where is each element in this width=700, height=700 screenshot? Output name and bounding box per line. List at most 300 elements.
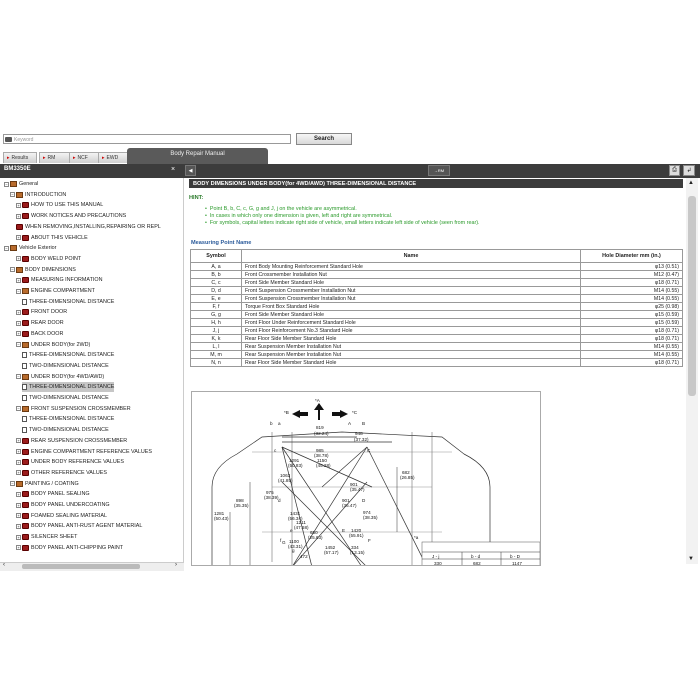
tree-scroll-thumb[interactable] <box>22 564 140 569</box>
diagram-label: E <box>342 528 346 533</box>
document-icon <box>22 363 27 369</box>
expand-toggle-icon[interactable]: − <box>5 181 8 187</box>
tree-node-label: BACK DOOR <box>31 330 64 337</box>
scroll-right-icon[interactable]: › <box>175 562 177 568</box>
book-icon <box>10 245 17 251</box>
tree-node[interactable] <box>22 297 114 307</box>
tree-node-label: FRONT DOOR <box>31 309 68 316</box>
document-icon <box>22 416 27 422</box>
diagram-table-value: 330 <box>434 561 442 566</box>
tree-node-label: THREE-DIMENSIONAL DISTANCE <box>29 384 115 391</box>
tree-node-label: THREE-DIMENSIONAL DISTANCE <box>29 352 115 359</box>
diagram-label: (38.39) <box>264 495 279 500</box>
diagram-label: 901 <box>350 482 358 487</box>
crossmembers <box>252 452 452 532</box>
table-row <box>191 327 683 335</box>
app-window <box>0 128 700 574</box>
name-cell: Front Side Member Standard Hole <box>242 311 581 319</box>
tree-node-label: UNDER BODY REFERENCE VALUES <box>31 459 124 466</box>
hint-line: • For symbols, capital letters indicate right side of vehicle, small letters indicate left side of vehicle (seen from rear). <box>205 220 480 226</box>
diameter-cell: φ18 (0.71) <box>581 279 683 287</box>
expand-toggle-icon[interactable]: + <box>17 256 20 262</box>
tree-node[interactable] <box>16 521 142 531</box>
tab-ewd[interactable] <box>98 152 128 163</box>
table-row <box>191 359 683 367</box>
symbol-cell: C, c <box>191 279 242 287</box>
scroll-down-icon[interactable]: ▼ <box>688 556 694 562</box>
hint-text: For symbols, capital letters indicate right side of vehicle, small letters indicate left side of vehicle (seen from rear). <box>209 220 480 226</box>
diagram-label: (13.15) <box>350 550 365 555</box>
table-header-row <box>191 250 683 263</box>
tree-node[interactable] <box>10 479 79 489</box>
book-icon <box>22 202 29 208</box>
tree-node[interactable] <box>16 318 64 328</box>
tree-node-label: WORK NOTICES AND PRECAUTIONS <box>31 213 127 220</box>
diagram-label: *C <box>352 410 358 415</box>
tree-node-label: INTRODUCTION <box>25 191 67 198</box>
exit-icon[interactable]: ↲ <box>683 165 695 176</box>
diagram-table-header: J - j <box>432 554 440 559</box>
tree-node[interactable] <box>16 329 63 339</box>
tree-node[interactable] <box>22 350 114 360</box>
diameter-cell: φ13 (0.51) <box>581 263 683 271</box>
name-cell: Front Floor Under Reinforcement Standard Hole <box>242 319 581 327</box>
diagram-label: F <box>368 538 371 543</box>
symbol-cell: J, j <box>191 327 242 335</box>
symbol-cell: H, h <box>191 319 242 327</box>
diagram-label: 1100 <box>289 539 299 544</box>
diagram-label: 975 <box>266 490 274 495</box>
expand-toggle-icon[interactable]: + <box>17 523 20 529</box>
tree-node[interactable] <box>16 233 88 243</box>
diameter-cell: M12 (0.47) <box>581 271 683 279</box>
table-row <box>191 351 683 359</box>
diagram-label: 1431 <box>290 511 301 516</box>
scroll-left-icon[interactable]: ‹ <box>3 562 5 568</box>
tree-node[interactable] <box>16 500 110 510</box>
measuring-point-heading: Measuring Point Name <box>191 240 252 246</box>
tree-node-label: ABOUT THIS VEHICLE <box>31 234 88 241</box>
collapse-tree-icon[interactable]: × <box>171 166 176 173</box>
tree-node[interactable] <box>16 254 81 264</box>
diagram-label: c <box>274 448 277 453</box>
toolbar <box>0 164 700 178</box>
expand-toggle-icon[interactable]: + <box>17 202 20 208</box>
symbol-cell: K, k <box>191 335 242 343</box>
tree-node-label: THREE-DIMENSIONAL DISTANCE <box>29 298 115 305</box>
tab-label: NCF <box>77 155 88 161</box>
diagram-label: (26.85) <box>400 475 415 480</box>
header-name: Name <box>242 250 581 263</box>
name-cell: Front Suspension Crossmember Installation Nut <box>242 287 581 295</box>
expand-toggle-icon[interactable]: + <box>17 534 20 540</box>
expand-toggle-icon[interactable]: + <box>17 513 20 519</box>
tree-node-label: THREE-DIMENSIONAL DISTANCE <box>29 416 115 423</box>
book-icon <box>22 288 29 294</box>
diagram-label: g <box>292 548 295 553</box>
tree-node[interactable] <box>16 532 77 542</box>
document-code: BM3350E <box>4 166 31 172</box>
document-icon <box>22 427 27 433</box>
tree-node-label: ENGINE COMPARTMENT REFERENCE VALUES <box>31 448 152 455</box>
expand-toggle-icon[interactable]: − <box>17 406 20 412</box>
print-icon[interactable]: ⎙ <box>669 165 680 176</box>
diagram-label: f <box>280 538 282 543</box>
navigation-tree <box>0 178 184 564</box>
diagram-label: D <box>362 498 366 503</box>
expand-toggle-icon[interactable]: − <box>11 481 14 487</box>
diagram-label: C <box>367 448 371 453</box>
book-icon <box>10 181 17 187</box>
book-icon <box>22 342 29 348</box>
expand-toggle-icon[interactable]: + <box>17 277 20 283</box>
expand-toggle-icon[interactable]: + <box>17 491 20 497</box>
diameter-cell: M14 (0.55) <box>581 351 683 359</box>
scroll-up-icon[interactable]: ▲ <box>688 180 694 186</box>
book-icon <box>16 192 23 198</box>
tab-arrow-icon: ▸ <box>102 155 105 161</box>
book-icon <box>16 481 23 487</box>
diagram-label: (50.83) <box>288 463 303 468</box>
tree-node[interactable] <box>16 307 67 317</box>
diameter-cell: φ18 (0.71) <box>581 359 683 367</box>
tree-node-label: FRONT SUSPENSION CROSSMEMBER <box>31 405 131 412</box>
diagram-label: (55.91) <box>349 533 364 538</box>
tab-body-repair-manual[interactable]: Body Repair Manual <box>127 148 268 164</box>
diagram-label: 472 <box>300 554 308 559</box>
diagram-label: 948 <box>355 431 363 436</box>
diameter-cell: φ25 (0.98) <box>581 303 683 311</box>
symbol-cell: M, m <box>191 351 242 359</box>
expand-toggle-icon[interactable]: + <box>17 449 20 454</box>
diagram-table-value: 1147 <box>512 561 522 566</box>
symbol-cell: L, l <box>191 343 242 351</box>
diagram-label: (43.31) <box>288 544 303 549</box>
tree-node-label: TWO-DIMENSIONAL DISTANCE <box>29 395 109 401</box>
hint-text: In cases in which only one dimension is given, left and right are symmetrical. <box>209 213 393 219</box>
tree-node-label: BODY WELD POINT <box>31 255 82 262</box>
tree-node[interactable] <box>16 489 90 499</box>
diagram-label: 334 <box>351 545 359 550</box>
goto-rm-button[interactable]: →RM <box>428 165 450 176</box>
book-icon <box>22 459 29 465</box>
name-cell: Front Floor Reinforcement No.3 Standard Hole <box>242 327 581 335</box>
diagram-table-header: b - d <box>471 554 481 559</box>
expand-toggle-icon[interactable]: + <box>17 502 20 508</box>
diagram-label: A <box>348 421 352 426</box>
diagram-label: 974 <box>363 510 371 515</box>
book-icon <box>22 470 29 476</box>
name-cell: Front Suspension Crossmember Installation Nut <box>242 295 581 303</box>
book-icon <box>16 267 23 273</box>
tree-node[interactable] <box>16 372 104 382</box>
diagram-label: (38.35) <box>363 515 378 520</box>
expand-toggle-icon[interactable]: − <box>11 267 14 273</box>
book-icon <box>22 502 29 508</box>
tree-node-label: BODY PANEL SEALING <box>31 491 90 498</box>
diagram-label: 1420 <box>351 528 362 533</box>
tree-node[interactable] <box>16 511 107 521</box>
expand-toggle-icon[interactable]: + <box>17 235 20 240</box>
table-row <box>191 263 683 271</box>
tree-node[interactable] <box>16 275 102 285</box>
tree-node-label: BODY DIMENSIONS <box>25 266 76 273</box>
book-icon <box>22 320 29 326</box>
tree-node[interactable] <box>16 211 126 221</box>
tree-node[interactable] <box>16 543 123 553</box>
diagram-label: d <box>278 498 281 503</box>
tree-node[interactable] <box>16 340 90 350</box>
name-cell: Front Crossmember Installation Nut <box>242 271 581 279</box>
diameter-cell: M14 (0.55) <box>581 343 683 351</box>
name-cell: Rear Suspension Member Installation Nut <box>242 343 581 351</box>
tree-node[interactable] <box>10 265 76 275</box>
diagram-label: 1211 <box>296 520 306 525</box>
expand-toggle-icon[interactable]: + <box>17 331 20 337</box>
table-row <box>191 279 683 287</box>
tree-node-label: SILENCER SHEET <box>31 534 78 541</box>
hint-title: HINT: <box>189 195 204 201</box>
tree-node-label: BODY PANEL ANTI-CHIPPING PAINT <box>31 544 124 551</box>
name-cell: Rear Suspension Member Installation Nut <box>242 351 581 359</box>
expand-toggle-icon[interactable]: − <box>17 288 20 294</box>
diagram-label: a <box>278 421 281 426</box>
keyword-input[interactable] <box>3 134 291 144</box>
book-icon <box>22 235 29 241</box>
tree-node[interactable] <box>16 286 95 296</box>
diameter-cell: φ18 (0.71) <box>581 327 683 335</box>
diagram-label: 682 <box>402 470 410 475</box>
diagram-label: G <box>282 540 286 545</box>
tab-label: Results <box>11 155 29 161</box>
diagram-label: 898 <box>236 498 244 503</box>
expand-toggle-icon[interactable]: − <box>17 374 20 380</box>
header-symbol: Symbol <box>191 250 242 263</box>
book-icon <box>22 513 29 519</box>
tree-node-label: ENGINE COMPARTMENT <box>31 288 95 294</box>
tab-label: RM <box>47 155 56 161</box>
diagram-label: 650 <box>310 530 318 535</box>
document-icon <box>22 384 27 390</box>
diagram-label: (37.32) <box>354 437 369 442</box>
tree-node[interactable] <box>22 393 109 403</box>
book-icon <box>22 491 29 497</box>
name-cell: Front Body Mounting Reinforcement Standard Hole <box>242 263 581 271</box>
diagram-label: 1291 <box>289 458 300 463</box>
diameter-cell: φ18 (0.71) <box>581 335 683 343</box>
expand-toggle-icon[interactable]: − <box>5 245 8 251</box>
tree-node[interactable] <box>16 468 107 478</box>
underbody-diagram <box>191 391 541 566</box>
hint-text: Point B, b, C, c, G, g and J, j on the vehicle are asymmetrical. <box>209 206 357 212</box>
table-row <box>191 303 683 311</box>
tree-node-label: REAR SUSPENSION CROSSMEMBER <box>31 437 128 444</box>
diagram-label: 985 <box>316 448 324 453</box>
diagram-table-value: 682 <box>473 561 481 566</box>
expand-toggle-icon[interactable]: + <box>17 320 20 326</box>
expand-toggle-icon[interactable]: + <box>17 438 20 444</box>
book-icon <box>22 449 29 455</box>
book-icon <box>22 256 29 262</box>
expand-toggle-icon[interactable]: − <box>11 192 14 198</box>
tree-node-label: FOAMED SEALING MATERIAL <box>31 512 107 519</box>
tree-node[interactable] <box>16 436 127 446</box>
expand-toggle-icon[interactable]: − <box>17 342 20 347</box>
expand-toggle-icon[interactable]: + <box>17 213 20 219</box>
diagram-label: (41.85) <box>278 478 293 483</box>
tree-node[interactable] <box>22 361 109 371</box>
tab-label: EWD <box>106 155 119 161</box>
name-cell: Rear Floor Side Member Standard Hole <box>242 359 581 367</box>
diagram-label: 819 <box>316 425 324 430</box>
expand-toggle-icon[interactable]: + <box>17 470 20 476</box>
book-icon <box>22 331 29 337</box>
keyword-placeholder: Keyword <box>14 136 34 143</box>
book-icon <box>22 438 29 444</box>
name-cell: Front Side Member Standard Hole <box>242 279 581 287</box>
symbol-cell: G, g <box>191 311 242 319</box>
table-row <box>191 271 683 279</box>
expand-toggle-icon[interactable]: + <box>17 459 20 465</box>
diagram-label: (32.24) <box>314 431 329 436</box>
diagram-label: *a <box>414 535 419 540</box>
tree-node[interactable] <box>4 179 38 189</box>
diagram-label: (35.47) <box>350 487 365 492</box>
arrow-up-icon <box>314 403 324 420</box>
diameter-cell: φ15 (0.59) <box>581 311 683 319</box>
tab-bar <box>0 146 700 164</box>
tree-node[interactable] <box>16 457 124 467</box>
hint-line: • In cases in which only one dimension is given, left and right are symmetrical. <box>205 213 393 219</box>
diagram-label: 1150 <box>317 458 327 463</box>
diameter-cell: M14 (0.55) <box>581 295 683 303</box>
book-icon <box>22 213 29 219</box>
header-hole-diameter: Hole Diameter mm (in.) <box>581 250 683 263</box>
tree-node-label: OTHER REFERENCE VALUES <box>31 469 107 476</box>
book-icon <box>22 374 29 380</box>
tree-node-label: UNDER BODY(for 2WD) <box>31 341 91 348</box>
diagram-table-header: b - D <box>510 554 520 559</box>
tree-node-label: Vehicle Exterior <box>19 245 57 252</box>
tree-node[interactable] <box>16 404 131 414</box>
tree-node[interactable] <box>22 382 114 392</box>
table-row <box>191 287 683 295</box>
book-icon <box>16 224 23 230</box>
tree-node-label: UNDER BODY(for 4WD/AWD) <box>31 373 105 380</box>
tree-node[interactable] <box>16 200 103 210</box>
arrow-left-icon <box>292 410 308 418</box>
content-scroll-thumb[interactable] <box>688 196 696 396</box>
tree-node[interactable] <box>22 414 114 424</box>
diagram-label: (25.63) <box>308 535 323 540</box>
table-row <box>191 343 683 351</box>
diagram-label: 901 <box>342 498 350 503</box>
book-icon <box>22 545 29 551</box>
symbol-cell: B, b <box>191 271 242 279</box>
tree-node[interactable] <box>10 190 66 200</box>
table-row <box>191 319 683 327</box>
tab-rm[interactable] <box>39 152 73 163</box>
tree-node-label: WHEN REMOVING,INSTALLING,REPAIRING OR REPL <box>25 223 161 230</box>
diagram-label: 1281 <box>214 511 225 516</box>
diameter-cell: M14 (0.55) <box>581 287 683 295</box>
tab-arrow-icon: ▸ <box>43 155 46 161</box>
tab-arrow-icon: ▸ <box>73 155 76 161</box>
tree-node-label: TWO-DIMENSIONAL DISTANCE <box>29 427 109 434</box>
tree-node-label: General <box>19 181 39 187</box>
name-cell: Torque Front Box Standard Hole <box>242 303 581 311</box>
tree-node-label: TWO-DIMENSIONAL DISTANCE <box>29 362 109 369</box>
diagram-label: 1063 <box>280 473 291 478</box>
book-icon <box>22 406 29 412</box>
diagram-label: e <box>290 528 293 533</box>
tree-node-label: BODY PANEL ANTI-RUST AGENT MATERIAL <box>31 523 143 530</box>
tab-results[interactable] <box>3 152 37 163</box>
document-icon <box>22 395 27 401</box>
expand-toggle-icon[interactable]: + <box>17 309 20 315</box>
symbol-cell: A, a <box>191 263 242 271</box>
diagram-label: 1452 <box>325 545 336 550</box>
diagram-label: (45.28) <box>316 463 331 468</box>
document-icon <box>22 352 27 358</box>
symbol-cell: F, f <box>191 303 242 311</box>
tree-node-label: PAINTING / COATING <box>25 480 79 487</box>
section-title: BODY DIMENSIONS UNDER BODY(for 4WD/AWD) THREE-DIMENSIONAL DISTANCE <box>189 179 683 188</box>
diagram-label: *A <box>315 398 320 403</box>
expand-toggle-icon[interactable]: + <box>17 545 20 551</box>
tree-node-label: HOW TO USE THIS MANUAL <box>31 202 104 209</box>
symbol-cell: D, d <box>191 287 242 295</box>
diagram-label: (35.47) <box>342 503 357 508</box>
tree-node[interactable] <box>22 425 109 435</box>
diagram-label: (50.43) <box>214 516 229 521</box>
diagram-label: (38.78) <box>314 453 329 458</box>
tab-arrow-icon: ▸ <box>7 155 10 161</box>
table-row <box>191 311 683 319</box>
tree-node[interactable] <box>4 243 56 253</box>
diameter-cell: φ15 (0.59) <box>581 319 683 327</box>
tree-node[interactable] <box>16 222 161 232</box>
tree-node-label: BODY PANEL UNDERCOATING <box>31 502 110 508</box>
diagram-label: B <box>362 421 366 426</box>
search-button[interactable]: Search <box>296 133 352 145</box>
diagram-label: (35.35) <box>234 503 249 508</box>
book-icon <box>22 277 29 283</box>
keyword-icon <box>5 137 12 142</box>
tree-node-label: MEASURING INFORMATION <box>31 277 103 284</box>
name-cell: Rear Floor Side Member Standard Hole <box>242 335 581 343</box>
diagram-label: (47.68) <box>294 525 309 530</box>
document-icon <box>22 299 27 305</box>
underbody-drawing <box>192 392 541 566</box>
diagram-label: (56.34) <box>288 516 303 521</box>
back-button[interactable]: ◀ <box>185 165 196 176</box>
measuring-point-table <box>190 249 683 367</box>
book-icon <box>22 309 29 315</box>
symbol-cell: E, e <box>191 295 242 303</box>
symbol-cell: N, n <box>191 359 242 367</box>
tree-node[interactable] <box>16 447 152 457</box>
arrow-right-icon <box>332 410 348 418</box>
hint-line: • Point B, b, C, c, G, g and J, j on the vehicle are asymmetrical. <box>205 206 357 212</box>
tree-node-label: REAR DOOR <box>31 320 64 327</box>
table-row <box>191 335 683 343</box>
table-row <box>191 295 683 303</box>
diagram-label: (57.17) <box>324 550 339 555</box>
book-icon <box>22 534 29 540</box>
diagram-label: b <box>270 421 273 426</box>
diagram-label: *B <box>284 410 289 415</box>
